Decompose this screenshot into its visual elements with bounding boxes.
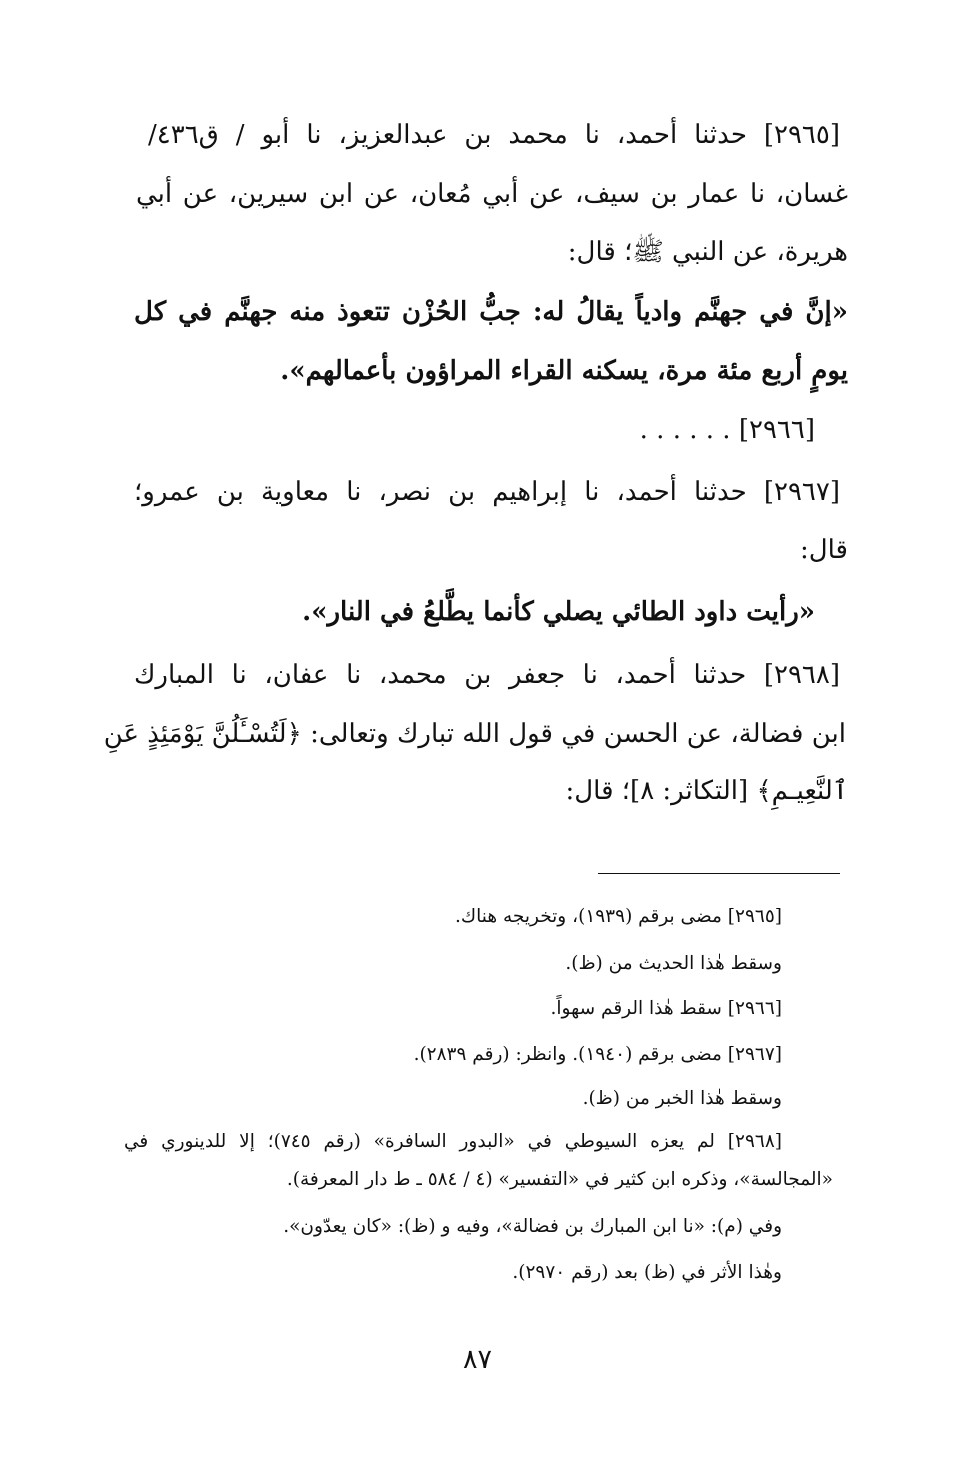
- footnote-2967-line-1: [٢٩٦٧] مضى برقم (١٩٤٠). وانظر: (رقم ٢٨٣٩).: [413, 1044, 782, 1065]
- footnote-separator: [598, 873, 840, 874]
- footnote-2968-line-4: وهٰذا الأثر في (ظ) بعد (رقم ٢٩٧٠).: [512, 1262, 782, 1283]
- hadith-2965-line-1: [٢٩٦٥] حدثنا أحمد، نا محمد بن عبدالعزيز، نا أبو / ق٤٣٦/: [148, 120, 840, 150]
- hadith-2966-line: [٢٩٦٦] . . . . . .: [639, 415, 815, 445]
- footnote-2965-line-1: [٢٩٦٥] مضى برقم (١٩٣٩)، وتخريجه هناك.: [455, 906, 782, 927]
- hadith-2968-line-3: ٱلنَّعِيـمِ﴾ [التكاثر: ٨]؛ قال:: [565, 776, 848, 806]
- footnote-2968-line-3: وفي (م): «نا ابن المبارك بن فضالة»، وفيه و (ظ): «كان يعدّون».: [283, 1216, 782, 1237]
- footnote-2968-line-2: «المجالسة»، وذكره ابن كثير في «التفسير» (٤ / ٥٨٤ ـ ط دار المعرفة).: [286, 1169, 833, 1190]
- hadith-2967-matn: «رأيت داود الطائي يصلي كأنما يطَّلعُ في النار».: [302, 597, 815, 627]
- hadith-2967-line-2: قال:: [799, 535, 848, 565]
- footnote-2965-line-2: وسقط هٰذا الحديث من (ظ).: [565, 953, 782, 974]
- hadith-2965-matn-line-2: يومٍ أربع مئة مرة، يسكنه القراء المراؤون بأعمالهم».: [280, 356, 848, 386]
- hadith-2965-line-2: غسان، نا عمار بن سيف، عن أبي مُعان، عن ابن سيرين، عن أبي: [136, 179, 848, 209]
- footnote-2966-line-1: [٢٩٦٦] سقط هٰذا الرقم سهواً.: [550, 998, 782, 1019]
- hadith-2968-line-1: [٢٩٦٨] حدثنا أحمد، نا جعفر بن محمد، نا عفان، نا المبارك: [134, 660, 840, 690]
- footnote-2968-line-1: [٢٩٦٨] لم يعزه السيوطي في «البدور السافرة» (رقم ٧٤٥)؛ إلا للدينوري في: [124, 1131, 782, 1152]
- hadith-2968-line-2: ابن فضالة، عن الحسن في قول الله تبارك وتعالى: ﴿لَتُسْـَٔلُنَّ يَوْمَئِذٍ عَنِ: [103, 719, 846, 749]
- hadith-2967-line-1: [٢٩٦٧] حدثنا أحمد، نا إبراهيم بن نصر، نا معاوية بن عمرو؛: [134, 477, 840, 507]
- hadith-2965-line-3: هريرة، عن النبي ﷺ؛ قال:: [567, 237, 848, 267]
- hadith-2965-matn-line-1: «إنَّ في جهنَّم وادياً يقالُ له: جبُّ الحُزْن تتعوذ منه جهنَّم في كل: [134, 297, 848, 327]
- page-number: ٨٧: [462, 1344, 492, 1375]
- footnote-2967-line-2: وسقط هٰذا الخبر من (ظ).: [582, 1088, 782, 1109]
